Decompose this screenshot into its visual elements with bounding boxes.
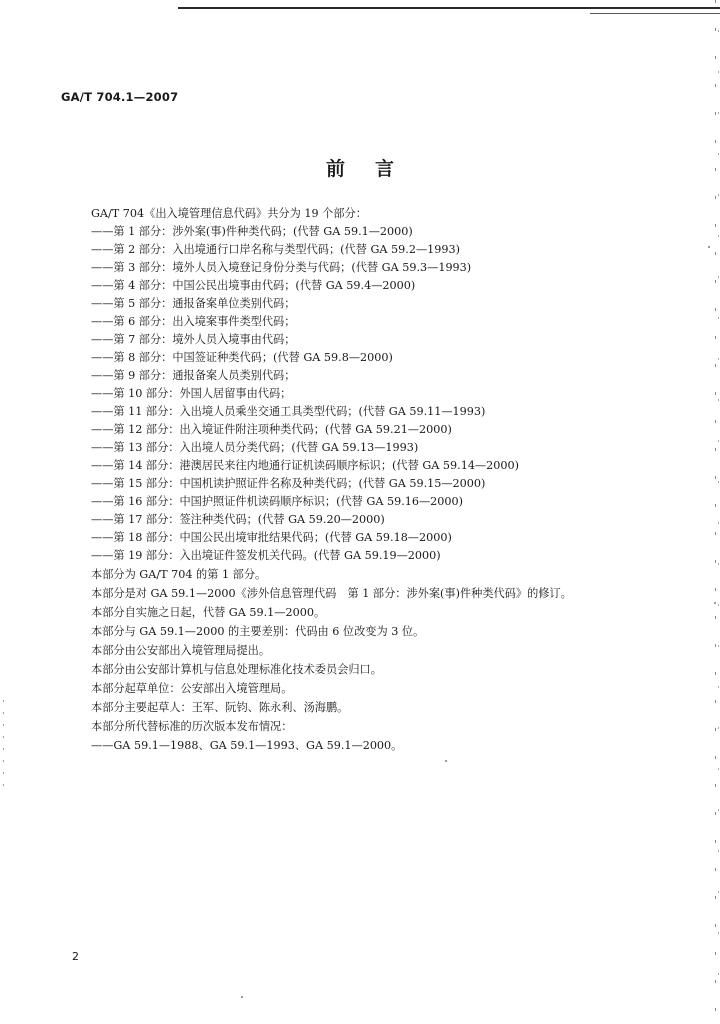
- scan-border-line: [590, 13, 720, 14]
- part-list-item: ——第 17 部分：签注种类代码；(代替 GA 59.20—2000): [91, 513, 385, 526]
- part-list-item: ——第 16 部分：中国护照证件机读码顺序标识；(代替 GA 59.16—2000): [91, 495, 464, 508]
- part-list-item: ——第 12 部分：出入境证件附注项种类代码；(代替 GA 59.21—2000): [91, 423, 452, 436]
- body-paragraph: 本部分由公安部计算机与信息处理标准化技术委员会归口。: [91, 663, 382, 676]
- part-list-item: ——第 8 部分：中国签证种类代码；(代替 GA 59.8—2000): [91, 351, 393, 364]
- part-list-item: ——第 6 部分：出入境案事件类型代码；: [91, 315, 296, 328]
- part-list-item: ——第 9 部分：通报备案人员类别代码；: [91, 369, 296, 382]
- body-paragraph: 本部分自实施之日起，代替 GA 59.1—2000。: [91, 606, 326, 619]
- part-list-item: ——第 13 部分：入出境人员分类代码；(代替 GA 59.13—1993): [91, 441, 419, 454]
- part-list-item: ——第 3 部分：境外人员入境登记身份分类与代码；(代替 GA 59.3—1993): [91, 261, 472, 274]
- part-list-item: ——第 19 部分：入出境证件签发机关代码。(代替 GA 59.19—2000): [91, 549, 441, 562]
- page-number: 2: [72, 950, 79, 963]
- part-list-item: ——第 5 部分：通报备案单位类别代码；: [91, 297, 296, 310]
- part-list-item: ——第 7 部分：境外人员入境事由代码；: [91, 333, 296, 346]
- scan-speck: [714, 602, 716, 604]
- part-list-item: ——第 14 部分：港澳居民来往内地通行证机读码顺序标识；(代替 GA 59.14—2000): [91, 459, 519, 472]
- body-paragraph: 本部分为 GA/T 704 的第 1 部分。: [91, 568, 267, 581]
- body-paragraph: 本部分主要起草人：王军、阮钧、陈永利、汤海鹏。: [91, 701, 349, 714]
- scan-speck: [241, 996, 243, 998]
- scan-edge-marks: [3, 700, 4, 790]
- page-title-text: 前言: [325, 158, 424, 180]
- body-paragraph: 本部分与 GA 59.1—2000 的主要差别：代码由 6 位改变为 3 位。: [91, 625, 425, 638]
- page-title: [0, 154, 720, 181]
- body-paragraph: ——GA 59.1—1988、GA 59.1—1993、GA 59.1—2000。: [91, 739, 403, 752]
- standard-code: GA/T 704.1—2007: [61, 90, 179, 104]
- scan-border-line: [178, 7, 720, 9]
- part-list-item: ——第 4 部分：中国公民出境事由代码；(代替 GA 59.4—2000): [91, 279, 416, 292]
- intro-paragraph: GA/T 704《出入境管理信息代码》共分为 19 个部分：: [91, 207, 367, 220]
- part-list-item: ——第 2 部分：入出境通行口岸名称与类型代码；(代替 GA 59.2—1993): [91, 243, 460, 256]
- scan-speck: [708, 246, 710, 248]
- part-list-item: ——第 11 部分：入出境人员乘坐交通工具类型代码；(代替 GA 59.11—1993): [91, 405, 486, 418]
- part-list-item: ——第 10 部分：外国人居留事由代码；: [91, 387, 292, 400]
- scan-speck: [445, 760, 447, 762]
- body-paragraph: 本部分由公安部出入境管理局提出。: [91, 644, 271, 657]
- part-list-item: ——第 18 部分：中国公民出境审批结果代码；(代替 GA 59.18—2000): [91, 531, 452, 544]
- part-list-item: ——第 15 部分：中国机读护照证件名称及种类代码；(代替 GA 59.15—2000): [91, 477, 486, 490]
- body-paragraph: 本部分是对 GA 59.1—2000《涉外信息管理代码 第 1 部分：涉外案(事)件种类代码》的修订。: [91, 587, 572, 600]
- part-list-item: ——第 1 部分：涉外案(事)件种类代码；(代替 GA 59.1—2000): [91, 225, 413, 238]
- body-paragraph: 本部分起草单位：公安部出入境管理局。: [91, 682, 293, 695]
- body-paragraph: 本部分所代替标准的历次版本发布情况：: [91, 720, 293, 733]
